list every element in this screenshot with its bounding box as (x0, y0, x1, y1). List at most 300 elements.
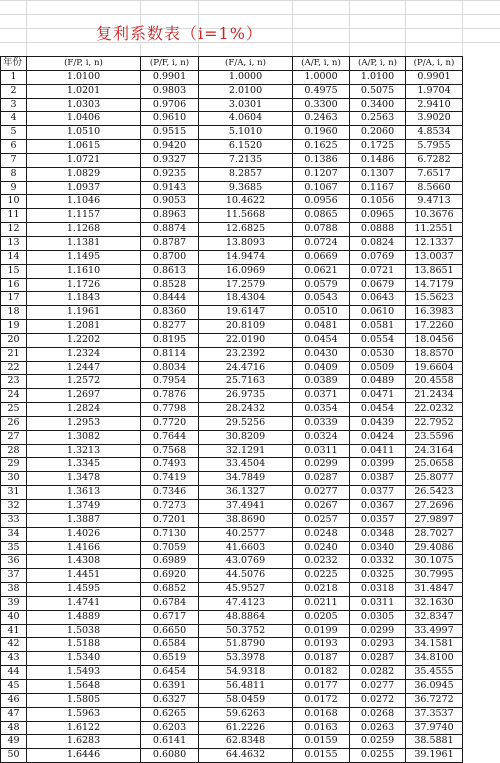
cell-ap[interactable]: 0.0721 (350, 264, 406, 278)
cell-fa[interactable]: 53.3978 (199, 652, 293, 666)
cell-ap[interactable]: 0.0293 (350, 638, 406, 652)
cell-pf[interactable]: 0.9420 (141, 140, 199, 154)
cell-af[interactable]: 0.0956 (293, 195, 350, 209)
cell-year[interactable]: 28 (1, 444, 27, 458)
cell-pf[interactable]: 0.6852 (141, 583, 199, 597)
cell-pf[interactable]: 0.7059 (141, 541, 199, 555)
cell-fa[interactable]: 62.8348 (199, 735, 293, 749)
cell-pa[interactable]: 0.9901 (406, 70, 463, 84)
cell-ap[interactable]: 0.0554 (350, 333, 406, 347)
cell-ap[interactable]: 0.0287 (350, 652, 406, 666)
cell-fp[interactable]: 1.1961 (27, 306, 141, 320)
cell-ap[interactable]: 0.1486 (350, 153, 406, 167)
cell-af[interactable]: 0.0277 (293, 486, 350, 500)
cell-fp[interactable]: 1.1381 (27, 236, 141, 250)
cell-fp[interactable]: 1.5188 (27, 638, 141, 652)
cell-af[interactable]: 0.4975 (293, 84, 350, 98)
cell-ap[interactable]: 0.2060 (350, 126, 406, 140)
cell-pa[interactable]: 34.8100 (406, 652, 463, 666)
cell-fa[interactable]: 54.9318 (199, 666, 293, 680)
cell-fa[interactable]: 56.4811 (199, 679, 293, 693)
cell-ap[interactable]: 0.0318 (350, 583, 406, 597)
cell-af[interactable]: 0.0454 (293, 333, 350, 347)
cell-fp[interactable]: 1.4026 (27, 527, 141, 541)
cell-af[interactable]: 0.0510 (293, 306, 350, 320)
cell-pa[interactable]: 1.9704 (406, 84, 463, 98)
cell-pf[interactable]: 0.6519 (141, 652, 199, 666)
cell-pa[interactable]: 10.3676 (406, 209, 463, 223)
cell-year[interactable]: 22 (1, 361, 27, 375)
cell-af[interactable]: 0.0409 (293, 361, 350, 375)
cell-pa[interactable]: 4.8534 (406, 126, 463, 140)
cell-year[interactable]: 41 (1, 624, 27, 638)
cell-fp[interactable]: 1.3613 (27, 486, 141, 500)
cell-year[interactable]: 30 (1, 472, 27, 486)
cell-pf[interactable]: 0.7493 (141, 458, 199, 472)
cell-year[interactable]: 44 (1, 666, 27, 680)
cell-fp[interactable]: 1.6446 (27, 749, 141, 763)
cell-pa[interactable]: 25.8077 (406, 472, 463, 486)
cell-fa[interactable]: 41.6603 (199, 541, 293, 555)
cell-fa[interactable]: 25.7163 (199, 375, 293, 389)
cell-fa[interactable]: 5.1010 (199, 126, 293, 140)
cell-ap[interactable]: 0.0259 (350, 735, 406, 749)
cell-year[interactable]: 20 (1, 333, 27, 347)
cell-af[interactable]: 0.0182 (293, 666, 350, 680)
cell-pf[interactable]: 0.8360 (141, 306, 199, 320)
cell-fa[interactable]: 23.2392 (199, 347, 293, 361)
cell-year[interactable]: 1 (1, 70, 27, 84)
cell-pf[interactable]: 0.9053 (141, 195, 199, 209)
cell-fp[interactable]: 1.1843 (27, 292, 141, 306)
cell-ap[interactable]: 0.0888 (350, 223, 406, 237)
cell-af[interactable]: 0.1207 (293, 167, 350, 181)
cell-fa[interactable]: 34.7849 (199, 472, 293, 486)
cell-ap[interactable]: 0.0679 (350, 278, 406, 292)
cell-pa[interactable]: 14.7179 (406, 278, 463, 292)
cell-fp[interactable]: 1.4595 (27, 583, 141, 597)
cell-year[interactable]: 10 (1, 195, 27, 209)
cell-pf[interactable]: 0.7346 (141, 486, 199, 500)
cell-fa[interactable]: 61.2226 (199, 721, 293, 735)
cell-ap[interactable]: 0.0282 (350, 666, 406, 680)
cell-fp[interactable]: 1.2572 (27, 375, 141, 389)
cell-ap[interactable]: 0.0268 (350, 707, 406, 721)
header-cell-pa[interactable]: (P/A, i, n) (406, 57, 463, 71)
cell-pf[interactable]: 0.8444 (141, 292, 199, 306)
cell-pf[interactable]: 0.8700 (141, 250, 199, 264)
cell-af[interactable]: 0.1386 (293, 153, 350, 167)
cell-af[interactable]: 0.0788 (293, 223, 350, 237)
cell-fp[interactable]: 1.0406 (27, 112, 141, 126)
cell-pa[interactable]: 8.5660 (406, 181, 463, 195)
cell-pa[interactable]: 27.9897 (406, 513, 463, 527)
cell-pf[interactable]: 0.7798 (141, 403, 199, 417)
cell-pf[interactable]: 0.6080 (141, 749, 199, 763)
cell-year[interactable]: 9 (1, 181, 27, 195)
cell-ap[interactable]: 1.0100 (350, 70, 406, 84)
cell-af[interactable]: 0.0168 (293, 707, 350, 721)
cell-pf[interactable]: 0.8277 (141, 320, 199, 334)
cell-fa[interactable]: 22.0190 (199, 333, 293, 347)
cell-af[interactable]: 0.0211 (293, 596, 350, 610)
cell-pa[interactable]: 39.1961 (406, 749, 463, 763)
cell-pf[interactable]: 0.7419 (141, 472, 199, 486)
cell-ap[interactable]: 0.0272 (350, 693, 406, 707)
cell-pf[interactable]: 0.7273 (141, 500, 199, 514)
cell-fp[interactable]: 1.0937 (27, 181, 141, 195)
cell-ap[interactable]: 0.0332 (350, 555, 406, 569)
cell-fp[interactable]: 1.0721 (27, 153, 141, 167)
cell-fa[interactable]: 26.9735 (199, 389, 293, 403)
cell-af[interactable]: 0.1067 (293, 181, 350, 195)
cell-pf[interactable]: 0.7876 (141, 389, 199, 403)
cell-fa[interactable]: 9.3685 (199, 181, 293, 195)
cell-fa[interactable]: 6.1520 (199, 140, 293, 154)
cell-year[interactable]: 15 (1, 264, 27, 278)
cell-pf[interactable]: 0.9803 (141, 84, 199, 98)
cell-year[interactable]: 49 (1, 735, 27, 749)
cell-pf[interactable]: 0.6454 (141, 666, 199, 680)
cell-ap[interactable]: 0.0399 (350, 458, 406, 472)
cell-year[interactable]: 8 (1, 167, 27, 181)
cell-af[interactable]: 0.0287 (293, 472, 350, 486)
cell-fa[interactable]: 45.9527 (199, 583, 293, 597)
cell-year[interactable]: 29 (1, 458, 27, 472)
cell-fp[interactable]: 1.3749 (27, 500, 141, 514)
cell-pa[interactable]: 9.4713 (406, 195, 463, 209)
cell-af[interactable]: 0.0865 (293, 209, 350, 223)
cell-fp[interactable]: 1.4741 (27, 596, 141, 610)
cell-pf[interactable]: 0.9901 (141, 70, 199, 84)
cell-year[interactable]: 40 (1, 610, 27, 624)
cell-af[interactable]: 0.0724 (293, 236, 350, 250)
cell-fa[interactable]: 2.0100 (199, 84, 293, 98)
cell-af[interactable]: 0.0225 (293, 569, 350, 583)
cell-pa[interactable]: 19.6604 (406, 361, 463, 375)
cell-pa[interactable]: 28.7027 (406, 527, 463, 541)
cell-pf[interactable]: 0.7720 (141, 416, 199, 430)
cell-af[interactable]: 0.0240 (293, 541, 350, 555)
cell-year[interactable]: 35 (1, 541, 27, 555)
cell-year[interactable]: 13 (1, 236, 27, 250)
cell-fa[interactable]: 32.1291 (199, 444, 293, 458)
cell-af[interactable]: 0.0669 (293, 250, 350, 264)
cell-fa[interactable]: 37.4941 (199, 500, 293, 514)
cell-year[interactable]: 32 (1, 500, 27, 514)
cell-pf[interactable]: 0.9610 (141, 112, 199, 126)
cell-fp[interactable]: 1.1495 (27, 250, 141, 264)
cell-pf[interactable]: 0.6584 (141, 638, 199, 652)
header-cell-year[interactable]: 年份 (1, 57, 27, 71)
cell-ap[interactable]: 0.0255 (350, 749, 406, 763)
cell-fa[interactable]: 48.8864 (199, 610, 293, 624)
cell-fa[interactable]: 4.0604 (199, 112, 293, 126)
cell-fp[interactable]: 1.4308 (27, 555, 141, 569)
cell-pf[interactable]: 0.8874 (141, 223, 199, 237)
cell-year[interactable]: 16 (1, 278, 27, 292)
cell-year[interactable]: 17 (1, 292, 27, 306)
cell-af[interactable]: 0.2463 (293, 112, 350, 126)
cell-pa[interactable]: 22.0232 (406, 403, 463, 417)
cell-ap[interactable]: 0.0411 (350, 444, 406, 458)
cell-ap[interactable]: 0.0769 (350, 250, 406, 264)
cell-year[interactable]: 12 (1, 223, 27, 237)
cell-year[interactable]: 11 (1, 209, 27, 223)
cell-pf[interactable]: 0.6920 (141, 569, 199, 583)
cell-af[interactable]: 0.0311 (293, 444, 350, 458)
cell-pa[interactable]: 29.4086 (406, 541, 463, 555)
cell-af[interactable]: 0.0621 (293, 264, 350, 278)
cell-fa[interactable]: 13.8093 (199, 236, 293, 250)
cell-pa[interactable]: 18.0456 (406, 333, 463, 347)
cell-year[interactable]: 14 (1, 250, 27, 264)
cell-fp[interactable]: 1.5493 (27, 666, 141, 680)
cell-year[interactable]: 21 (1, 347, 27, 361)
cell-fp[interactable]: 1.2953 (27, 416, 141, 430)
cell-pf[interactable]: 0.9235 (141, 167, 199, 181)
cell-fp[interactable]: 1.0201 (27, 84, 141, 98)
header-cell-af[interactable]: (A/F, i, n) (293, 57, 350, 71)
cell-fp[interactable]: 1.5648 (27, 679, 141, 693)
cell-fa[interactable]: 16.0969 (199, 264, 293, 278)
cell-af[interactable]: 0.1960 (293, 126, 350, 140)
cell-pa[interactable]: 34.1581 (406, 638, 463, 652)
cell-fa[interactable]: 30.8209 (199, 430, 293, 444)
cell-pa[interactable]: 7.6517 (406, 167, 463, 181)
cell-fp[interactable]: 1.1726 (27, 278, 141, 292)
cell-af[interactable]: 0.0163 (293, 721, 350, 735)
cell-ap[interactable]: 0.0367 (350, 500, 406, 514)
cell-af[interactable]: 0.0339 (293, 416, 350, 430)
cell-fp[interactable]: 1.0100 (27, 70, 141, 84)
cell-fa[interactable]: 14.9474 (199, 250, 293, 264)
cell-pf[interactable]: 0.8963 (141, 209, 199, 223)
cell-ap[interactable]: 0.0357 (350, 513, 406, 527)
cell-pa[interactable]: 16.3983 (406, 306, 463, 320)
cell-ap[interactable]: 0.0454 (350, 403, 406, 417)
cell-pa[interactable]: 17.2260 (406, 320, 463, 334)
cell-fp[interactable]: 1.0829 (27, 167, 141, 181)
cell-pa[interactable]: 37.3537 (406, 707, 463, 721)
cell-ap[interactable]: 0.0965 (350, 209, 406, 223)
cell-pa[interactable]: 12.1337 (406, 236, 463, 250)
cell-fa[interactable]: 44.5076 (199, 569, 293, 583)
cell-ap[interactable]: 0.0387 (350, 472, 406, 486)
cell-year[interactable]: 25 (1, 403, 27, 417)
cell-af[interactable]: 0.0354 (293, 403, 350, 417)
cell-pf[interactable]: 0.6265 (141, 707, 199, 721)
cell-pf[interactable]: 0.6141 (141, 735, 199, 749)
cell-fp[interactable]: 1.0303 (27, 98, 141, 112)
cell-pf[interactable]: 0.8613 (141, 264, 199, 278)
cell-ap[interactable]: 0.0581 (350, 320, 406, 334)
cell-fp[interactable]: 1.2324 (27, 347, 141, 361)
cell-ap[interactable]: 0.0439 (350, 416, 406, 430)
cell-af[interactable]: 0.3300 (293, 98, 350, 112)
cell-pf[interactable]: 0.9515 (141, 126, 199, 140)
cell-pf[interactable]: 0.7568 (141, 444, 199, 458)
cell-pa[interactable]: 11.2551 (406, 223, 463, 237)
cell-year[interactable]: 45 (1, 679, 27, 693)
cell-fa[interactable]: 64.4632 (199, 749, 293, 763)
cell-pf[interactable]: 0.6717 (141, 610, 199, 624)
cell-ap[interactable]: 0.0489 (350, 375, 406, 389)
header-cell-ap[interactable]: (A/P, i, n) (350, 57, 406, 71)
cell-af[interactable]: 0.0159 (293, 735, 350, 749)
cell-pf[interactable]: 0.9143 (141, 181, 199, 195)
cell-pa[interactable]: 36.0945 (406, 679, 463, 693)
cell-af[interactable]: 0.0324 (293, 430, 350, 444)
cell-fa[interactable]: 8.2857 (199, 167, 293, 181)
cell-year[interactable]: 47 (1, 707, 27, 721)
cell-fp[interactable]: 1.5038 (27, 624, 141, 638)
cell-year[interactable]: 2 (1, 84, 27, 98)
cell-fp[interactable]: 1.5805 (27, 693, 141, 707)
cell-fp[interactable]: 1.4889 (27, 610, 141, 624)
cell-pa[interactable]: 21.2434 (406, 389, 463, 403)
cell-fa[interactable]: 50.3752 (199, 624, 293, 638)
cell-fp[interactable]: 1.2081 (27, 320, 141, 334)
cell-pf[interactable]: 0.7644 (141, 430, 199, 444)
cell-fp[interactable]: 1.3478 (27, 472, 141, 486)
cell-pf[interactable]: 0.6203 (141, 721, 199, 735)
cell-fp[interactable]: 1.6283 (27, 735, 141, 749)
cell-fp[interactable]: 1.2447 (27, 361, 141, 375)
cell-pa[interactable]: 32.1630 (406, 596, 463, 610)
cell-pa[interactable]: 32.8347 (406, 610, 463, 624)
cell-fa[interactable]: 38.8690 (199, 513, 293, 527)
cell-fa[interactable]: 20.8109 (199, 320, 293, 334)
cell-ap[interactable]: 0.0610 (350, 306, 406, 320)
cell-year[interactable]: 18 (1, 306, 27, 320)
cell-year[interactable]: 19 (1, 320, 27, 334)
cell-fp[interactable]: 1.0510 (27, 126, 141, 140)
cell-year[interactable]: 48 (1, 721, 27, 735)
cell-fa[interactable]: 18.4304 (199, 292, 293, 306)
cell-pf[interactable]: 0.8528 (141, 278, 199, 292)
cell-pf[interactable]: 0.6327 (141, 693, 199, 707)
cell-pa[interactable]: 25.0658 (406, 458, 463, 472)
cell-pa[interactable]: 5.7955 (406, 140, 463, 154)
cell-ap[interactable]: 0.1167 (350, 181, 406, 195)
cell-pa[interactable]: 37.9740 (406, 721, 463, 735)
cell-pf[interactable]: 0.8034 (141, 361, 199, 375)
header-cell-fa[interactable]: (F/A, i, n) (199, 57, 293, 71)
cell-fp[interactable]: 1.4451 (27, 569, 141, 583)
cell-fp[interactable]: 1.3213 (27, 444, 141, 458)
cell-year[interactable]: 42 (1, 638, 27, 652)
cell-pa[interactable]: 24.3164 (406, 444, 463, 458)
cell-pa[interactable]: 36.7272 (406, 693, 463, 707)
cell-ap[interactable]: 0.0643 (350, 292, 406, 306)
cell-year[interactable]: 6 (1, 140, 27, 154)
cell-af[interactable]: 0.1625 (293, 140, 350, 154)
cell-ap[interactable]: 0.0348 (350, 527, 406, 541)
cell-fa[interactable]: 19.6147 (199, 306, 293, 320)
cell-year[interactable]: 36 (1, 555, 27, 569)
cell-fp[interactable]: 1.0615 (27, 140, 141, 154)
cell-pa[interactable]: 27.2696 (406, 500, 463, 514)
cell-ap[interactable]: 0.0325 (350, 569, 406, 583)
cell-fa[interactable]: 7.2135 (199, 153, 293, 167)
cell-af[interactable]: 0.0579 (293, 278, 350, 292)
cell-af[interactable]: 0.0543 (293, 292, 350, 306)
cell-year[interactable]: 39 (1, 596, 27, 610)
cell-fa[interactable]: 36.1327 (199, 486, 293, 500)
cell-fp[interactable]: 1.1610 (27, 264, 141, 278)
cell-ap[interactable]: 0.0305 (350, 610, 406, 624)
cell-af[interactable]: 0.0371 (293, 389, 350, 403)
cell-year[interactable]: 38 (1, 583, 27, 597)
cell-fp[interactable]: 1.6122 (27, 721, 141, 735)
cell-af[interactable]: 0.0389 (293, 375, 350, 389)
cell-fp[interactable]: 1.3887 (27, 513, 141, 527)
cell-fa[interactable]: 3.0301 (199, 98, 293, 112)
cell-fa[interactable]: 12.6825 (199, 223, 293, 237)
cell-year[interactable]: 34 (1, 527, 27, 541)
cell-ap[interactable]: 0.1725 (350, 140, 406, 154)
cell-af[interactable]: 0.0430 (293, 347, 350, 361)
cell-year[interactable]: 50 (1, 749, 27, 763)
cell-af[interactable]: 0.0199 (293, 624, 350, 638)
cell-ap[interactable]: 0.0277 (350, 679, 406, 693)
cell-af[interactable]: 0.0187 (293, 652, 350, 666)
cell-fp[interactable]: 1.3082 (27, 430, 141, 444)
cell-pa[interactable]: 13.8651 (406, 264, 463, 278)
cell-pa[interactable]: 3.9020 (406, 112, 463, 126)
cell-fp[interactable]: 1.5340 (27, 652, 141, 666)
header-cell-pf[interactable]: (P/F, i, n) (141, 57, 199, 71)
cell-fp[interactable]: 1.2824 (27, 403, 141, 417)
cell-pa[interactable]: 30.1075 (406, 555, 463, 569)
cell-year[interactable]: 5 (1, 126, 27, 140)
cell-pf[interactable]: 0.7954 (141, 375, 199, 389)
cell-fp[interactable]: 1.2202 (27, 333, 141, 347)
cell-year[interactable]: 4 (1, 112, 27, 126)
cell-fp[interactable]: 1.4166 (27, 541, 141, 555)
cell-pf[interactable]: 0.8114 (141, 347, 199, 361)
cell-pf[interactable]: 0.6784 (141, 596, 199, 610)
cell-fa[interactable]: 51.8790 (199, 638, 293, 652)
cell-fp[interactable]: 1.1268 (27, 223, 141, 237)
cell-pf[interactable]: 0.8195 (141, 333, 199, 347)
cell-pf[interactable]: 0.7130 (141, 527, 199, 541)
cell-pf[interactable]: 0.6650 (141, 624, 199, 638)
cell-ap[interactable]: 0.0311 (350, 596, 406, 610)
cell-ap[interactable]: 0.0824 (350, 236, 406, 250)
cell-fa[interactable]: 10.4622 (199, 195, 293, 209)
cell-year[interactable]: 31 (1, 486, 27, 500)
cell-af[interactable]: 0.0205 (293, 610, 350, 624)
cell-pa[interactable]: 23.5596 (406, 430, 463, 444)
cell-pf[interactable]: 0.7201 (141, 513, 199, 527)
cell-pa[interactable]: 20.4558 (406, 375, 463, 389)
cell-year[interactable]: 33 (1, 513, 27, 527)
cell-year[interactable]: 23 (1, 375, 27, 389)
cell-pf[interactable]: 0.6989 (141, 555, 199, 569)
cell-year[interactable]: 26 (1, 416, 27, 430)
cell-fa[interactable]: 11.5668 (199, 209, 293, 223)
cell-pa[interactable]: 18.8570 (406, 347, 463, 361)
cell-ap[interactable]: 0.5075 (350, 84, 406, 98)
cell-af[interactable]: 0.0257 (293, 513, 350, 527)
cell-fp[interactable]: 1.3345 (27, 458, 141, 472)
cell-fa[interactable]: 1.0000 (199, 70, 293, 84)
cell-pa[interactable]: 2.9410 (406, 98, 463, 112)
cell-pf[interactable]: 0.9327 (141, 153, 199, 167)
table-title[interactable]: 复利系数表（i=1%） (96, 24, 263, 43)
